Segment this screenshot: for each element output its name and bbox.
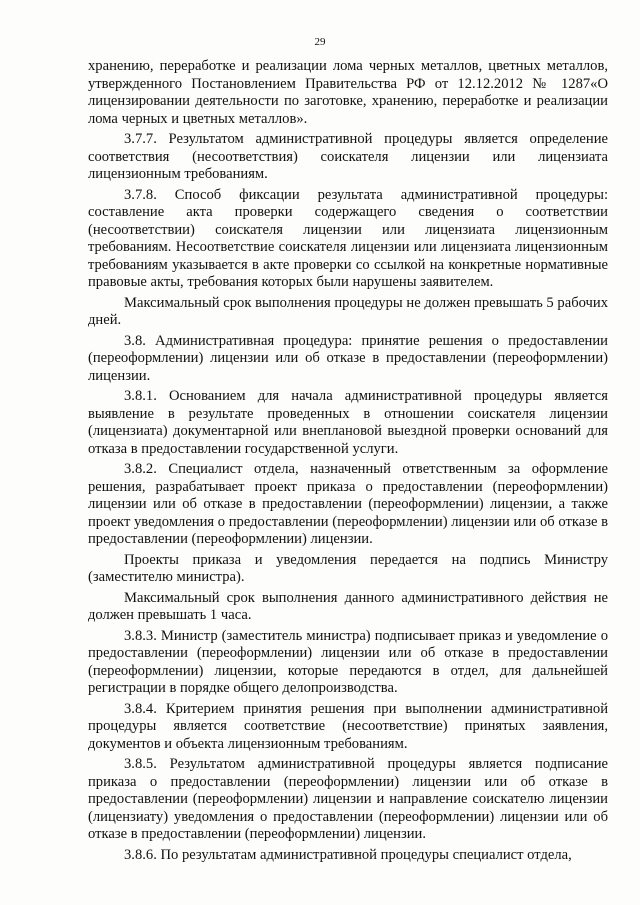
- paragraph-3-8-3: 3.8.3. Министр (заместитель министра) подписывает приказ и уведомление о предоставлении (переоформлении) лицензии или об отказе в предоставлении (переоформлении) лицензии, которые передаются в отдел, для дальнейшей регистрации в порядке общего делопроизводства.: [88, 627, 608, 696]
- document-body: [88, 58, 608, 867]
- paragraph-3-8-1: 3.8.1. Основанием для начала административной процедуры является выявление в результате проведенных в отношении соискателя лицензии (лицензиата) документарной или внеплановой выездной проверки оснований для отказа в предоставлении государственной услуги.: [88, 388, 608, 457]
- paragraph-max-term-1-hour: Максимальный срок выполнения данного административного действия не должен превышать 1 часа.: [88, 589, 608, 623]
- paragraph-3-8-5: 3.8.5. Результатом административной процедуры является подписание приказа о предоставлении (переоформлении) лицензии или об отказе в предоставлении (переоформлении) лицензии и направление соискателю лицензии (лицензиату) уведомления о предоставлении (переоформлении) лицензии или об отказе в предоставлении (переоформлении) лицензии.: [88, 756, 608, 842]
- paragraph-drafts-for-signature: Проекты приказа и уведомления передается на подпись Министру (заместителю министра).: [88, 551, 608, 585]
- paragraph-3-8-4: 3.8.4. Критерием принятия решения при выполнении административной процедуры является соответствие (несоответствие) принятых заявления, документов и объекта лицензионным требованиям.: [88, 700, 608, 752]
- paragraph-3-7-8: 3.7.8. Способ фиксации результата административной процедуры: составление акта проверки содержащего сведения о соответствии (несоответствии) соискателя лицензии или лицензиата лицензионным требованиям. Несоответствие соискателя лицензии или лицензиата лицензионным требованиям указывается в акте проверки со ссылкой на конкретные нормативные правовые акты, требования которых были нарушены заявителем.: [88, 186, 608, 290]
- paragraph-3-8-6: 3.8.6. По результатам административной процедуры специалист отдела,: [124, 846, 572, 863]
- paragraph-3-8-2: 3.8.2. Специалист отдела, назначенный ответственным за оформление решения, разрабатывает проект приказа о предоставлении (переоформлении) лицензии или об отказе в предоставлении (переоформлении) лицензии, а также проект уведомления о предоставлении (переоформлении) лицензии или об отказе в предоставлении (переоформлении) лицензии.: [88, 461, 608, 547]
- paragraph-3-7-7: 3.7.7. Результатом административной процедуры является определение соответствия (несоответствия) соискателя лицензии или лицензиата лицензионным требованиям.: [88, 131, 608, 182]
- paragraph-continuation: хранению, переработке и реализации лома черных металлов, цветных металлов, утвержденного Постановлением Правительства РФ от 12.12.2012 № 1287«О лицензировании деятельности по заготовке, хранению, переработке и реализации лома черных и цветных металлов».: [88, 58, 608, 127]
- page-number: 29: [314, 36, 326, 48]
- paragraph-3-8: 3.8. Административная процедура: принятие решения о предоставлении (переоформлении) лицензии или об отказе в предоставлении (переоформлении) лицензии.: [88, 332, 608, 384]
- paragraph-max-term-5-days: Максимальный срок выполнения процедуры не должен превышать 5 рабочих дней.: [88, 294, 608, 328]
